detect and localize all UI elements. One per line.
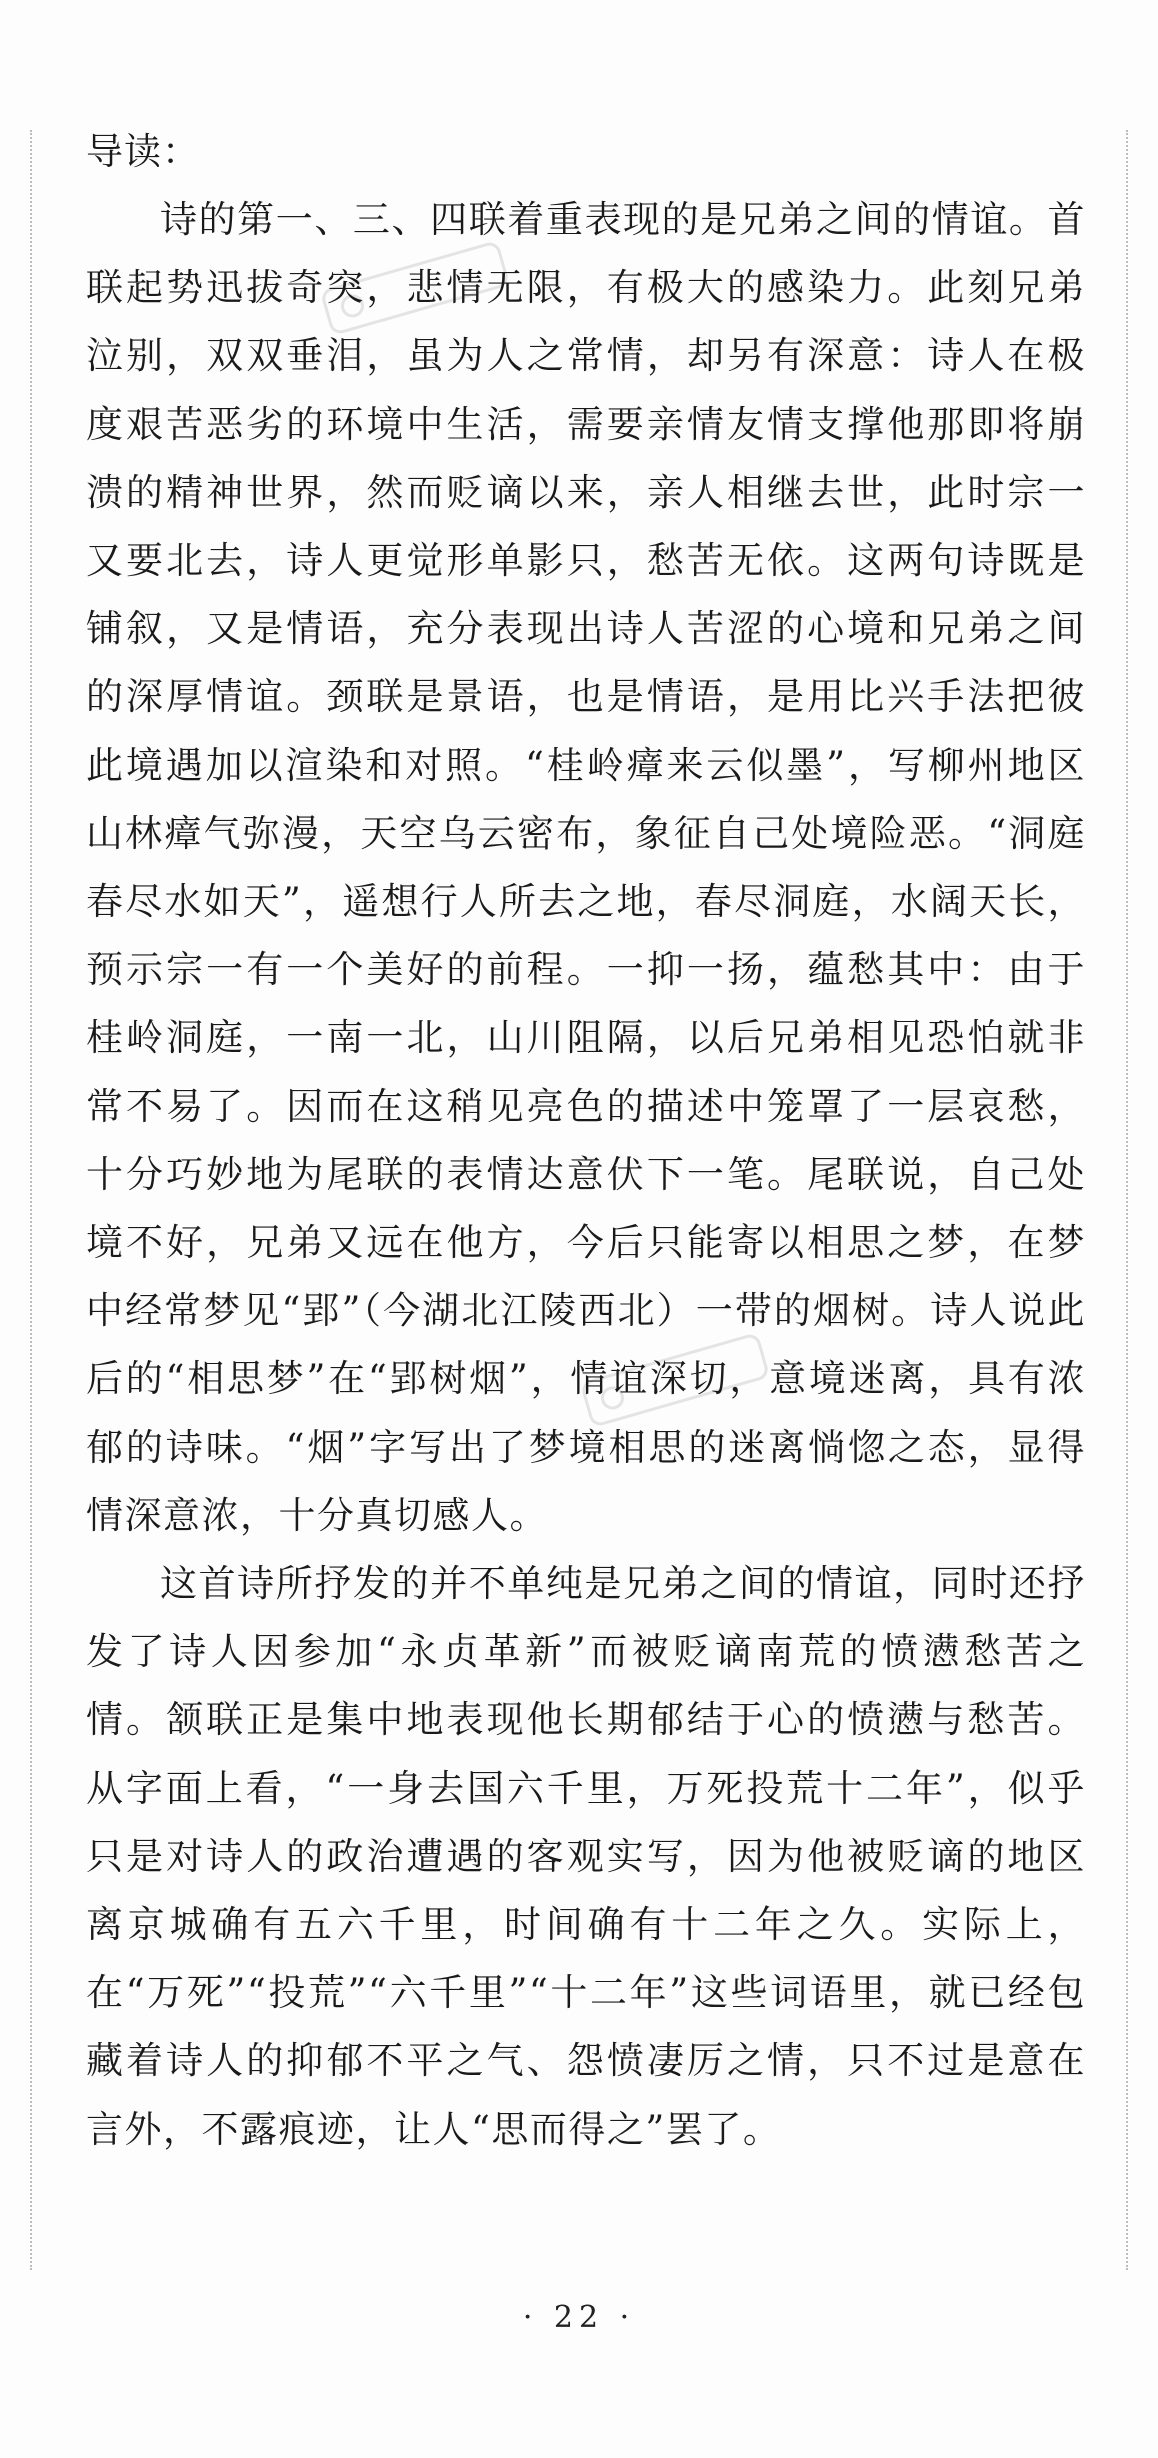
paragraph: 这首诗所抒发的并不单纯是兄弟之间的情谊，同时还抒发了诗人因参加“永贞革新”而被贬谪南荒的愤懑愁苦之情。颔联正是集中地表现他长期郁结于心的愤懑与愁苦。从字面上看，“一身去国六千里，万死投荒十二年”，似乎只是对诗人的政治遭遇的客观实写，因为他被贬谪的地区离京城确有五六千里，时间确有十二年之久。实际上，在“万死”“投荒”“六千里”“十二年”这些词语里，就已经包藏着诗人的抑郁不平之气、怨愤凄厉之情，只不过是意在言外，不露痕迹，让人“思而得之”罢了。 (86, 1562, 1086, 2151)
page-number: · 22 · (522, 2300, 636, 2335)
main-text (86, 118, 1086, 2164)
right-dotted-border (1126, 130, 1128, 2270)
left-dotted-border (30, 130, 32, 2270)
paragraph: 诗的第一、三、四联着重表现的是兄弟之间的情谊。首联起势迅拔奇突，悲情无限，有极大的感染力。此刻兄弟泣别，双双垂泪，虽为人之常情，却另有深意：诗人在极度艰苦恶劣的环境中生活，需要亲情友情支撑他那即将崩溃的精神世界，然而贬谪以来，亲人相继去世，此时宗一又要北去，诗人更觉形单影只，愁苦无依。这两句诗既是铺叙，又是情语，充分表现出诗人苦涩的心境和兄弟之间的深厚情谊。颈联是景语，也是情语，是用比兴手法把彼此境遇加以渲染和对照。“桂岭瘴来云似墨”，写柳州地区山林瘴气弥漫，天空乌云密布，象征自己处境险恶。“洞庭春尽水如天”，遥想行人所去之地，春尽洞庭，水阔天长，预示宗一有一个美好的前程。一抑一扬，蕴愁其中：由于桂岭洞庭，一南一北，山川阻隔，以后兄弟相见恐怕就非常不易了。因而在这稍见亮色的描述中笼罩了一层哀愁，十分巧妙地为尾联的表情达意伏下一笔。尾联说，自己处境不好，兄弟又远在他方，今后只能寄以相思之梦，在梦中经常梦见“郢”（今湖北江陵西北）一带的烟树。诗人说此后的“相思梦”在“郢树烟”，情谊深切，意境迷离，具有浓郁的诗味。“烟”字写出了梦境相思的迷离惝惚之态，显得情深意浓，十分真切感人。 (86, 198, 1086, 1537)
section-heading: 导读： (86, 130, 200, 173)
